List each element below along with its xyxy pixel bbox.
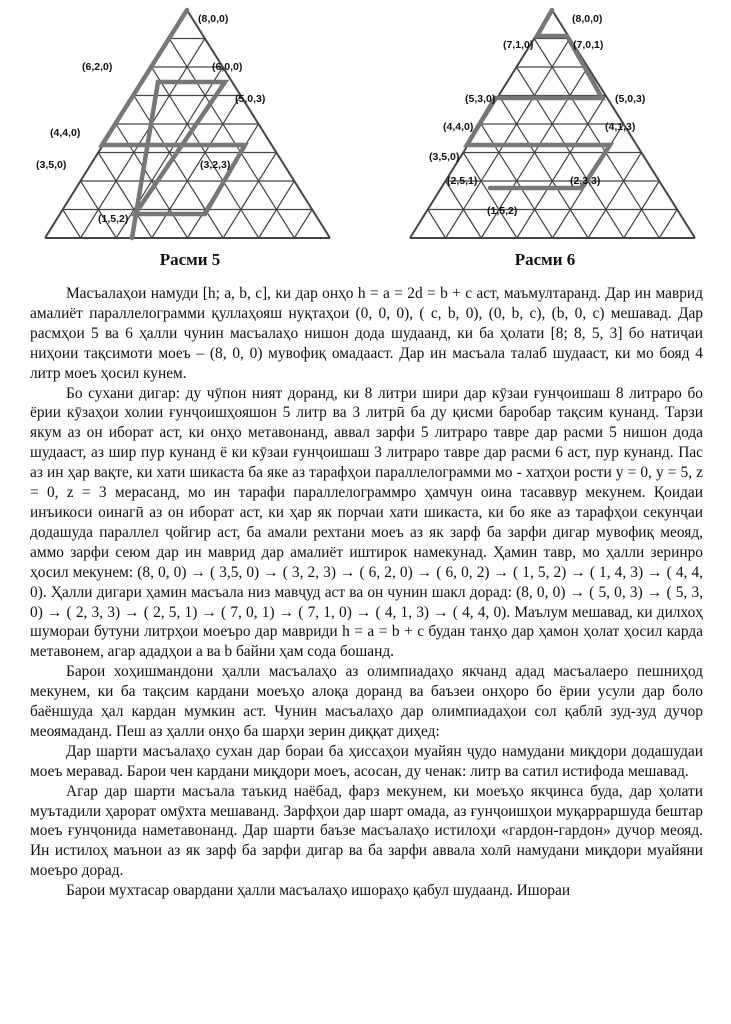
grid-line: [428, 210, 446, 239]
triangle-diagram-6: [405, 0, 705, 250]
figure-5-caption: Расми 5: [159, 250, 221, 269]
paragraph-5: Агар дар шарти масъала таъкид наёбад, фарз мекунем, ки моеъҳо якҷинса буда, дар ҳолати муътадили ҳарорат омӯхта мешаванд. Зарфҳои дар шарт омада, аз ғунҷоишҳои муқарраршуда бештар моеъ ғунҷонида наметавонанд. Дар шарти баъзе масъалаҳо истилоҳи «гардон-гардон» дучор меояд. Ин истилоҳ маънои аз як зарф ба зарфи дигар ва ба зарфи аввала холӣ намудани миқдори муайяни моеъро дорад.: [30, 782, 703, 880]
state-label: (1,5,2): [98, 213, 129, 225]
state-label: (6,0,0): [212, 61, 243, 73]
state-label: (7,1,0): [503, 39, 534, 51]
state-label: (1,5,2): [487, 205, 518, 217]
figure-5: [36, 0, 340, 275]
state-label: (5,0,3): [615, 93, 646, 105]
state-label: (6,2,0): [82, 61, 113, 73]
grid-line: [63, 210, 81, 239]
paragraph-3: Барои хоҳишмандони ҳалли масъалаҳо аз олимпиадаҳо якчанд адад масъалаеро пешниҳод мекунем, ки ба тақсим кардани моеъҳо алоқа доранд ва баъзеи онҳоро бо ёрии усули дар боло баёншуда ҳал кардан мумкин аст. Чунин масъалаҳо дар олимпиадаҳои сол қаблӣ зуд-зуд дучор меоямаданд. Пеш аз ҳалли онҳо ба шарҳи зерин диққат диҳед:: [30, 663, 703, 740]
state-label: (5,0,3): [235, 93, 266, 105]
state-label: (2,5,1): [447, 175, 478, 187]
grid-line: [517, 96, 606, 239]
grid-line: [534, 39, 659, 239]
state-label: (4,4,0): [50, 127, 81, 139]
body-text: [30, 284, 703, 901]
triangle-diagram-5: [36, 0, 340, 250]
state-label: (5,3,0): [465, 93, 496, 105]
paragraph-2: Бо сухани дигар: ду чӯпон ният доранд, ки 8 литри шири дар кӯзаи ғунҷоишаш 8 литраро бо ёрии кӯзаҳои холии ғунҷоишҳояшон 5 литр ва 3 литрӣ ба ду қисми баробар тақсим кунанд. Тарзи якум аз он иборат аст, ки онҳо метавонанд, аввал зарфи 5 литраро тавре дар расми 5 нишон дода шудааст, аз шир пур кунанд ё ки кӯзаи ғунҷоишаш 3 литраро тавре дар расми 6 аст, пур кунанд. Пас аз ин ҳар вақте, ки хати шикаста ба яке аз тарафҳои параллелограмми мо - хатҳои рости y = 0, y = 5, z = 0, z = 3 мерасанд, мо ин тарафи параллелограммро ҳамчун оина тасаввур мекунем. Қоидаи инъикоси оинагӣ аз он иборат аст, ки ҳар як порчаи хати шикаста, ки бо яке аз тарафҳои секунҷаи додашуда параллел ҷойгир аст, ба амали рехтани моеъ аз як зарф ба зарфи дигар мувофиқ меояд, аммо зарфи сеюм дар ин маврид дар амалиёт иштирок намекунад. Ҳамин тавр, мо ҳалли зеринро ҳосил мекунем: (8, 0, 0) → ( 3,5, 0) → ( 3, 2, 3) → ( 6, 2, 0) → ( 6, 0, 2) → ( 1, 5, 2) → ( 1, 4, 3) → ( 4, 4, 0). Ҳалли дигари ҳамин масъала низ мавҷуд аст ва он чунин шакл дорад: (8, 0, 0) → ( 5, 0, 3) → ( 5, 3, 0) → ( 2, 3, 3) → ( 2, 5, 1) → ( 7, 0, 1) → ( 7, 1, 0) → ( 4, 1, 3) → ( 4, 4, 0). Маълум мешавад, ки дилхоҳ шумораи бутуни литрҳои моеъро дар мавриди h = a = b + c будан танҳо дар ҳамон ҳолат ҳосил карда метавонем, агар ададҳои a ва b байни ҳам сода бошанд.: [30, 384, 703, 661]
state-label: (4,4,0): [443, 121, 474, 133]
figure-6: [405, 0, 705, 275]
state-label: (7,0,1): [573, 39, 604, 51]
state-label: (3,5,0): [36, 159, 67, 171]
state-label: (3,5,0): [429, 151, 460, 163]
grid-line: [294, 210, 312, 239]
state-label: (8,0,0): [572, 13, 603, 25]
state-label: (2,3,3): [570, 175, 601, 187]
grid-line: [463, 153, 517, 239]
state-label: (3,2,3): [200, 159, 231, 171]
state-label: (4,1,3): [605, 121, 636, 133]
grid-line: [659, 210, 677, 239]
paragraph-1: Масъалаҳои намуди [h; a, b, c], ки дар онҳо h = a = 2d = b + c аст, маъмултаранд. Дар ин маврид амалиёт параллелограмми қуллаҳояш нуқтаҳои (0, 0, 0), ( c, b, 0), (0, b, c), (b, 0, c) мешавад. Дар расмҳои 5 ва 6 ҳалли чунин масъалаҳо нишон дода шудаанд, ки ба ҳолати [8; 8, 5, 3] бо натиҷаи ниҳоии тақсимоти моеъ – (8, 0, 0) мувофиқ омадааст. Дар ин масъала талаб шудааст, ки мо бояд 4 литр моеъ ҳосил кунем.: [30, 285, 704, 382]
paragraph-4: Дар шарти масъалаҳо сухан дар бораи ба ҳиссаҳои муайян ҷудо намудани миқдори додашудаи моеъ меравад. Барои чен кардани миқдори моеъ, асосан, ду ченак: литр ва сатил истифода мешавад.: [30, 742, 703, 780]
paragraph-6: Барои мухтасар овардани ҳалли масъалаҳо ишораҳо қабул шудаанд. Ишораи: [66, 882, 571, 900]
state-label: (8,0,0): [198, 13, 229, 25]
figure-6-caption: Расми 6: [514, 250, 576, 269]
